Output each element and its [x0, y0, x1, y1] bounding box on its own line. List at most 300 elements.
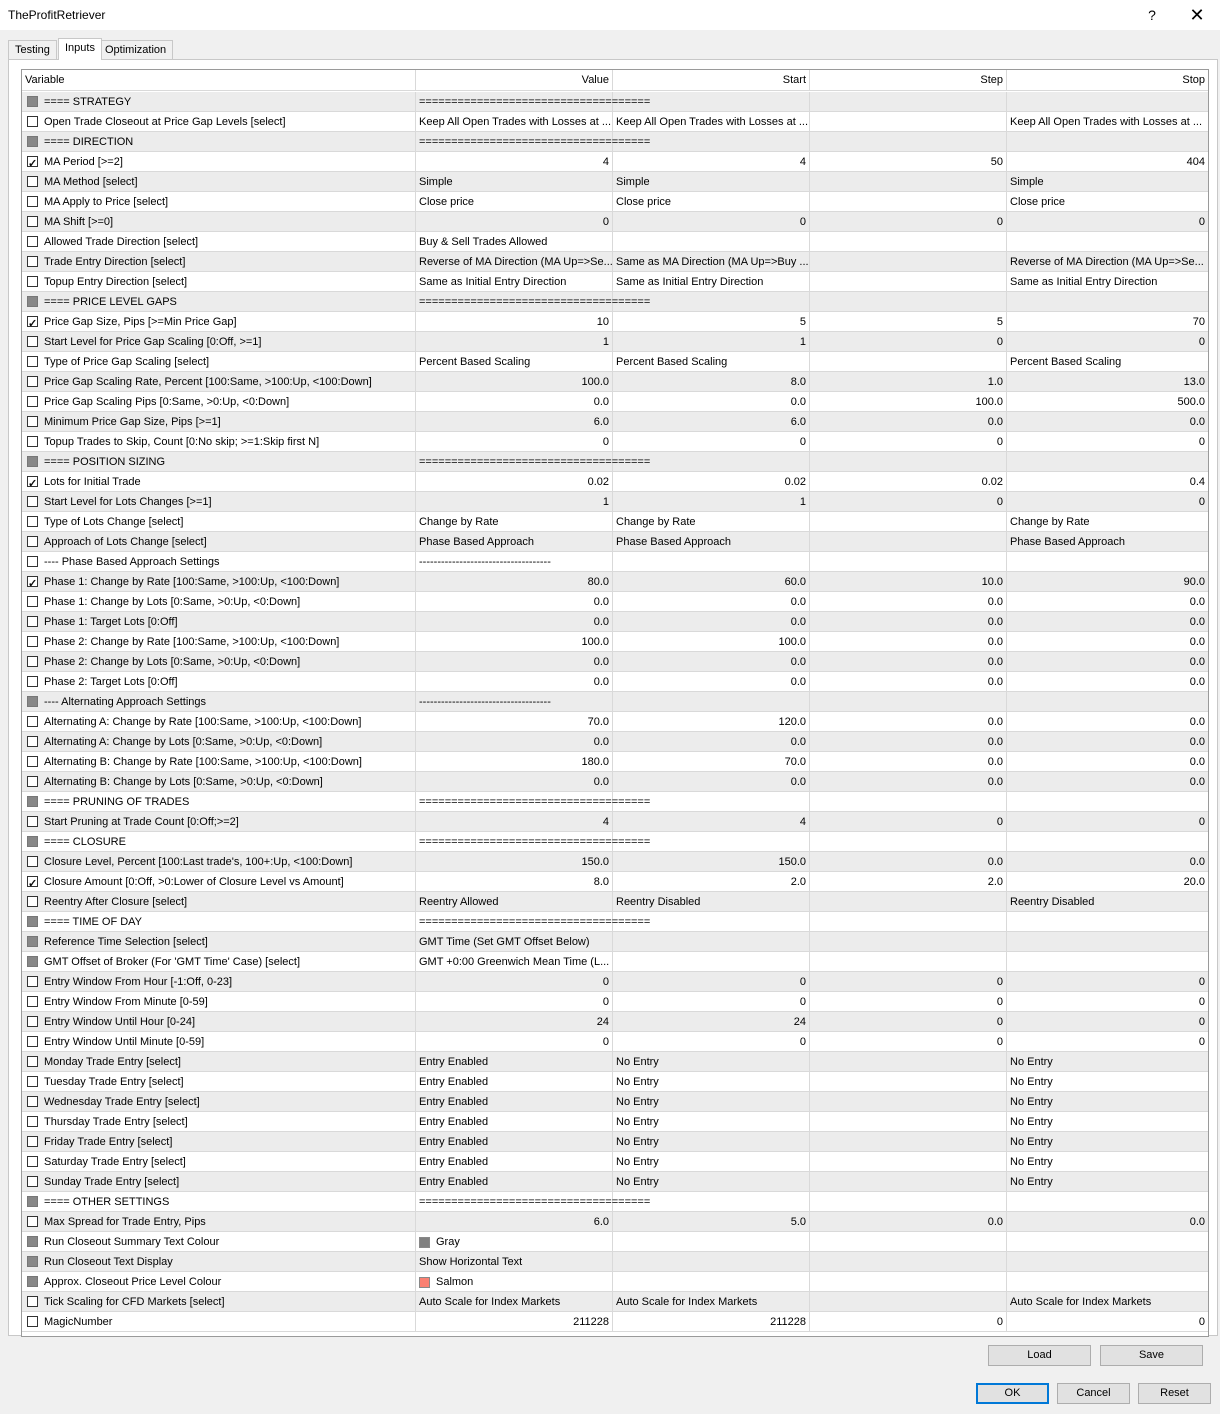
- start-cell[interactable]: [613, 232, 810, 252]
- step-cell[interactable]: [810, 892, 1007, 912]
- stop-cell[interactable]: Simple: [1007, 172, 1208, 192]
- start-cell[interactable]: 4: [613, 152, 810, 172]
- start-cell[interactable]: 0.0: [613, 612, 810, 632]
- value-cell[interactable]: Entry Enabled: [416, 1132, 613, 1152]
- start-cell[interactable]: 0: [613, 432, 810, 452]
- start-cell[interactable]: [613, 452, 810, 472]
- value-cell[interactable]: [416, 1272, 613, 1292]
- start-cell[interactable]: [613, 1192, 810, 1212]
- tab-testing[interactable]: Testing: [8, 40, 57, 59]
- step-cell[interactable]: [810, 252, 1007, 272]
- stop-cell[interactable]: 0: [1007, 1312, 1208, 1332]
- header-value[interactable]: Value: [416, 70, 613, 90]
- start-cell[interactable]: 0: [613, 992, 810, 1012]
- optimize-checkbox[interactable]: [27, 536, 38, 547]
- stop-cell[interactable]: [1007, 1232, 1208, 1252]
- value-cell[interactable]: Entry Enabled: [416, 1072, 613, 1092]
- stop-cell[interactable]: [1007, 1252, 1208, 1272]
- value-cell[interactable]: Entry Enabled: [416, 1152, 613, 1172]
- optimize-checkbox[interactable]: [27, 1216, 38, 1227]
- start-cell[interactable]: 4: [613, 812, 810, 832]
- start-cell[interactable]: [613, 912, 810, 932]
- start-cell[interactable]: No Entry: [613, 1112, 810, 1132]
- step-cell[interactable]: 0: [810, 492, 1007, 512]
- step-cell[interactable]: [810, 92, 1007, 112]
- table-row[interactable]: [22, 152, 1208, 172]
- save-button[interactable]: Save: [1100, 1345, 1203, 1366]
- stop-cell[interactable]: [1007, 132, 1208, 152]
- table-row[interactable]: [22, 212, 1208, 232]
- start-cell[interactable]: [613, 292, 810, 312]
- step-cell[interactable]: [810, 1092, 1007, 1112]
- table-row[interactable]: [22, 612, 1208, 632]
- step-cell[interactable]: [810, 1172, 1007, 1192]
- table-row[interactable]: [22, 1032, 1208, 1052]
- stop-cell[interactable]: [1007, 832, 1208, 852]
- start-cell[interactable]: 24: [613, 1012, 810, 1032]
- value-cell[interactable]: 24: [416, 1012, 613, 1032]
- table-row[interactable]: [22, 672, 1208, 692]
- stop-cell[interactable]: [1007, 692, 1208, 712]
- value-cell[interactable]: 0: [416, 972, 613, 992]
- optimize-checkbox[interactable]: [27, 1296, 38, 1307]
- value-cell[interactable]: 1: [416, 492, 613, 512]
- stop-cell[interactable]: No Entry: [1007, 1172, 1208, 1192]
- value-cell[interactable]: ====================================: [416, 292, 613, 312]
- start-cell[interactable]: Close price: [613, 192, 810, 212]
- stop-cell[interactable]: 0: [1007, 812, 1208, 832]
- step-cell[interactable]: 1.0: [810, 372, 1007, 392]
- start-cell[interactable]: [613, 92, 810, 112]
- step-cell[interactable]: 0: [810, 212, 1007, 232]
- stop-cell[interactable]: [1007, 292, 1208, 312]
- stop-cell[interactable]: 0.0: [1007, 752, 1208, 772]
- optimize-checkbox[interactable]: [27, 516, 38, 527]
- start-cell[interactable]: 8.0: [613, 372, 810, 392]
- value-cell[interactable]: 0.0: [416, 612, 613, 632]
- step-cell[interactable]: [810, 272, 1007, 292]
- table-row[interactable]: [22, 752, 1208, 772]
- stop-cell[interactable]: 0.0: [1007, 732, 1208, 752]
- optimize-checkbox[interactable]: [27, 736, 38, 747]
- table-row[interactable]: [22, 192, 1208, 212]
- value-cell[interactable]: 0: [416, 212, 613, 232]
- step-cell[interactable]: [810, 292, 1007, 312]
- optimize-checkbox[interactable]: [27, 556, 38, 567]
- optimize-checkbox[interactable]: [27, 1316, 38, 1327]
- table-row[interactable]: [22, 1272, 1208, 1292]
- start-cell[interactable]: 5.0: [613, 1212, 810, 1232]
- optimize-checkbox[interactable]: [27, 996, 38, 1007]
- table-row[interactable]: [22, 1192, 1208, 1212]
- value-cell[interactable]: 0.0: [416, 392, 613, 412]
- optimize-checkbox[interactable]: [27, 576, 38, 587]
- stop-cell[interactable]: Same as Initial Entry Direction: [1007, 272, 1208, 292]
- table-row[interactable]: [22, 1212, 1208, 1232]
- table-row[interactable]: [22, 592, 1208, 612]
- table-row[interactable]: [22, 812, 1208, 832]
- value-cell[interactable]: 0.0: [416, 732, 613, 752]
- optimize-checkbox[interactable]: [27, 256, 38, 267]
- stop-cell[interactable]: Phase Based Approach: [1007, 532, 1208, 552]
- start-cell[interactable]: [613, 832, 810, 852]
- load-button[interactable]: Load: [988, 1345, 1091, 1366]
- value-cell[interactable]: 100.0: [416, 632, 613, 652]
- table-row[interactable]: [22, 552, 1208, 572]
- stop-cell[interactable]: 0.0: [1007, 612, 1208, 632]
- step-cell[interactable]: [810, 1052, 1007, 1072]
- step-cell[interactable]: 0.0: [810, 632, 1007, 652]
- stop-cell[interactable]: 0.0: [1007, 672, 1208, 692]
- step-cell[interactable]: [810, 1252, 1007, 1272]
- optimize-checkbox[interactable]: [27, 816, 38, 827]
- step-cell[interactable]: [810, 1112, 1007, 1132]
- value-cell[interactable]: ====================================: [416, 132, 613, 152]
- start-cell[interactable]: Percent Based Scaling: [613, 352, 810, 372]
- optimize-checkbox[interactable]: [27, 476, 38, 487]
- table-row[interactable]: [22, 532, 1208, 552]
- start-cell[interactable]: Auto Scale for Index Markets: [613, 1292, 810, 1312]
- stop-cell[interactable]: [1007, 912, 1208, 932]
- step-cell[interactable]: 10.0: [810, 572, 1007, 592]
- optimize-checkbox[interactable]: [27, 656, 38, 667]
- value-cell[interactable]: Entry Enabled: [416, 1112, 613, 1132]
- value-cell[interactable]: GMT +0:00 Greenwich Mean Time (L...: [416, 952, 613, 972]
- ok-button[interactable]: OK: [976, 1383, 1049, 1404]
- stop-cell[interactable]: 90.0: [1007, 572, 1208, 592]
- start-cell[interactable]: No Entry: [613, 1072, 810, 1092]
- stop-cell[interactable]: [1007, 1192, 1208, 1212]
- step-cell[interactable]: 0.0: [810, 752, 1007, 772]
- header-variable[interactable]: Variable: [22, 70, 416, 90]
- step-cell[interactable]: [810, 1272, 1007, 1292]
- optimize-checkbox[interactable]: [27, 336, 38, 347]
- table-row[interactable]: [22, 232, 1208, 252]
- table-row[interactable]: [22, 112, 1208, 132]
- table-row[interactable]: [22, 992, 1208, 1012]
- optimize-checkbox[interactable]: [27, 876, 38, 887]
- value-cell[interactable]: 100.0: [416, 372, 613, 392]
- value-cell[interactable]: Same as Initial Entry Direction: [416, 272, 613, 292]
- step-cell[interactable]: 0: [810, 992, 1007, 1012]
- value-cell[interactable]: Phase Based Approach: [416, 532, 613, 552]
- step-cell[interactable]: 0: [810, 1312, 1007, 1332]
- table-row[interactable]: [22, 172, 1208, 192]
- table-row[interactable]: [22, 892, 1208, 912]
- start-cell[interactable]: 120.0: [613, 712, 810, 732]
- stop-cell[interactable]: 70: [1007, 312, 1208, 332]
- step-cell[interactable]: [810, 132, 1007, 152]
- step-cell[interactable]: [810, 932, 1007, 952]
- start-cell[interactable]: [613, 1272, 810, 1292]
- table-row[interactable]: [22, 432, 1208, 452]
- optimize-checkbox[interactable]: [27, 1096, 38, 1107]
- step-cell[interactable]: [810, 1232, 1007, 1252]
- start-cell[interactable]: No Entry: [613, 1132, 810, 1152]
- step-cell[interactable]: [810, 512, 1007, 532]
- optimize-checkbox[interactable]: [27, 616, 38, 627]
- stop-cell[interactable]: 20.0: [1007, 872, 1208, 892]
- value-cell[interactable]: 8.0: [416, 872, 613, 892]
- start-cell[interactable]: 211228: [613, 1312, 810, 1332]
- table-row[interactable]: [22, 332, 1208, 352]
- step-cell[interactable]: 0.0: [810, 1212, 1007, 1232]
- start-cell[interactable]: No Entry: [613, 1052, 810, 1072]
- stop-cell[interactable]: No Entry: [1007, 1112, 1208, 1132]
- step-cell[interactable]: [810, 1152, 1007, 1172]
- table-row[interactable]: [22, 372, 1208, 392]
- stop-cell[interactable]: 0.0: [1007, 1212, 1208, 1232]
- optimize-checkbox[interactable]: [27, 156, 38, 167]
- stop-cell[interactable]: 0.4: [1007, 472, 1208, 492]
- stop-cell[interactable]: Change by Rate: [1007, 512, 1208, 532]
- table-row[interactable]: [22, 1292, 1208, 1312]
- value-cell[interactable]: ====================================: [416, 792, 613, 812]
- stop-cell[interactable]: Auto Scale for Index Markets: [1007, 1292, 1208, 1312]
- value-cell[interactable]: ------------------------------------: [416, 692, 613, 712]
- start-cell[interactable]: Reentry Disabled: [613, 892, 810, 912]
- table-row[interactable]: [22, 472, 1208, 492]
- value-cell[interactable]: 10: [416, 312, 613, 332]
- optimize-checkbox[interactable]: [27, 1136, 38, 1147]
- table-row[interactable]: [22, 1152, 1208, 1172]
- table-row[interactable]: [22, 932, 1208, 952]
- step-cell[interactable]: [810, 1292, 1007, 1312]
- start-cell[interactable]: 0.0: [613, 392, 810, 412]
- start-cell[interactable]: Keep All Open Trades with Losses at ...: [613, 112, 810, 132]
- step-cell[interactable]: [810, 532, 1007, 552]
- value-cell[interactable]: 0: [416, 992, 613, 1012]
- step-cell[interactable]: 0.0: [810, 652, 1007, 672]
- optimize-checkbox[interactable]: [27, 1076, 38, 1087]
- table-row[interactable]: [22, 712, 1208, 732]
- step-cell[interactable]: [810, 232, 1007, 252]
- start-cell[interactable]: Simple: [613, 172, 810, 192]
- stop-cell[interactable]: 0: [1007, 432, 1208, 452]
- stop-cell[interactable]: 13.0: [1007, 372, 1208, 392]
- table-row[interactable]: [22, 1112, 1208, 1132]
- value-cell[interactable]: Change by Rate: [416, 512, 613, 532]
- stop-cell[interactable]: [1007, 1272, 1208, 1292]
- table-row[interactable]: [22, 92, 1208, 112]
- value-cell[interactable]: ====================================: [416, 832, 613, 852]
- optimize-checkbox[interactable]: [27, 376, 38, 387]
- optimize-checkbox[interactable]: [27, 356, 38, 367]
- inputs-grid[interactable]: [21, 69, 1209, 1337]
- stop-cell[interactable]: [1007, 232, 1208, 252]
- optimize-checkbox[interactable]: [27, 496, 38, 507]
- step-cell[interactable]: [810, 912, 1007, 932]
- step-cell[interactable]: 0.0: [810, 712, 1007, 732]
- value-cell[interactable]: Entry Enabled: [416, 1172, 613, 1192]
- table-row[interactable]: [22, 252, 1208, 272]
- start-cell[interactable]: [613, 952, 810, 972]
- stop-cell[interactable]: No Entry: [1007, 1152, 1208, 1172]
- cancel-button[interactable]: Cancel: [1057, 1383, 1130, 1404]
- start-cell[interactable]: No Entry: [613, 1152, 810, 1172]
- stop-cell[interactable]: [1007, 92, 1208, 112]
- value-cell[interactable]: 70.0: [416, 712, 613, 732]
- start-cell[interactable]: 100.0: [613, 632, 810, 652]
- value-cell[interactable]: 4: [416, 152, 613, 172]
- start-cell[interactable]: 6.0: [613, 412, 810, 432]
- stop-cell[interactable]: 0: [1007, 1032, 1208, 1052]
- start-cell[interactable]: 5: [613, 312, 810, 332]
- value-cell[interactable]: Entry Enabled: [416, 1092, 613, 1112]
- optimize-checkbox[interactable]: [27, 276, 38, 287]
- start-cell[interactable]: 0.0: [613, 652, 810, 672]
- step-cell[interactable]: 0.02: [810, 472, 1007, 492]
- start-cell[interactable]: 70.0: [613, 752, 810, 772]
- value-cell[interactable]: ------------------------------------: [416, 552, 613, 572]
- step-cell[interactable]: 0: [810, 332, 1007, 352]
- step-cell[interactable]: 0.0: [810, 852, 1007, 872]
- optimize-checkbox[interactable]: [27, 196, 38, 207]
- stop-cell[interactable]: No Entry: [1007, 1092, 1208, 1112]
- value-cell[interactable]: Auto Scale for Index Markets: [416, 1292, 613, 1312]
- optimize-checkbox[interactable]: [27, 176, 38, 187]
- start-cell[interactable]: No Entry: [613, 1172, 810, 1192]
- start-cell[interactable]: 0: [613, 212, 810, 232]
- stop-cell[interactable]: 0: [1007, 332, 1208, 352]
- stop-cell[interactable]: 0: [1007, 992, 1208, 1012]
- value-cell[interactable]: 0.0: [416, 672, 613, 692]
- step-cell[interactable]: 0.0: [810, 772, 1007, 792]
- optimize-checkbox[interactable]: [27, 1156, 38, 1167]
- stop-cell[interactable]: 0.0: [1007, 592, 1208, 612]
- value-cell[interactable]: 150.0: [416, 852, 613, 872]
- start-cell[interactable]: [613, 1232, 810, 1252]
- value-cell[interactable]: [416, 1232, 613, 1252]
- stop-cell[interactable]: 0: [1007, 1012, 1208, 1032]
- step-cell[interactable]: [810, 1072, 1007, 1092]
- start-cell[interactable]: [613, 692, 810, 712]
- optimize-checkbox[interactable]: [27, 976, 38, 987]
- table-row[interactable]: [22, 292, 1208, 312]
- start-cell[interactable]: 1: [613, 492, 810, 512]
- optimize-checkbox[interactable]: [27, 756, 38, 767]
- table-row[interactable]: [22, 912, 1208, 932]
- table-row[interactable]: [22, 1252, 1208, 1272]
- optimize-checkbox[interactable]: [27, 716, 38, 727]
- table-row[interactable]: [22, 132, 1208, 152]
- stop-cell[interactable]: Percent Based Scaling: [1007, 352, 1208, 372]
- start-cell[interactable]: Change by Rate: [613, 512, 810, 532]
- step-cell[interactable]: 0: [810, 1012, 1007, 1032]
- start-cell[interactable]: Same as Initial Entry Direction: [613, 272, 810, 292]
- optimize-checkbox[interactable]: [27, 1056, 38, 1067]
- optimize-checkbox[interactable]: [27, 236, 38, 247]
- table-row[interactable]: [22, 952, 1208, 972]
- table-row[interactable]: [22, 352, 1208, 372]
- step-cell[interactable]: 0: [810, 972, 1007, 992]
- value-cell[interactable]: Close price: [416, 192, 613, 212]
- help-button[interactable]: ?: [1148, 7, 1156, 23]
- step-cell[interactable]: 0.0: [810, 592, 1007, 612]
- step-cell[interactable]: [810, 692, 1007, 712]
- value-cell[interactable]: 0: [416, 432, 613, 452]
- value-cell[interactable]: ====================================: [416, 912, 613, 932]
- optimize-checkbox[interactable]: [27, 116, 38, 127]
- table-row[interactable]: [22, 832, 1208, 852]
- table-row[interactable]: [22, 1052, 1208, 1072]
- table-row[interactable]: [22, 1132, 1208, 1152]
- value-cell[interactable]: 211228: [416, 1312, 613, 1332]
- step-cell[interactable]: 0.0: [810, 412, 1007, 432]
- optimize-checkbox[interactable]: [27, 416, 38, 427]
- step-cell[interactable]: [810, 1132, 1007, 1152]
- value-cell[interactable]: Keep All Open Trades with Losses at ...: [416, 112, 613, 132]
- step-cell[interactable]: 0.0: [810, 612, 1007, 632]
- stop-cell[interactable]: 0.0: [1007, 772, 1208, 792]
- stop-cell[interactable]: 0.0: [1007, 712, 1208, 732]
- stop-cell[interactable]: No Entry: [1007, 1072, 1208, 1092]
- optimize-checkbox[interactable]: [27, 1036, 38, 1047]
- start-cell[interactable]: 0.0: [613, 592, 810, 612]
- step-cell[interactable]: [810, 832, 1007, 852]
- start-cell[interactable]: 0.0: [613, 672, 810, 692]
- stop-cell[interactable]: 0: [1007, 212, 1208, 232]
- start-cell[interactable]: 0.0: [613, 772, 810, 792]
- table-row[interactable]: [22, 632, 1208, 652]
- step-cell[interactable]: [810, 172, 1007, 192]
- step-cell[interactable]: 0: [810, 1032, 1007, 1052]
- step-cell[interactable]: [810, 452, 1007, 472]
- optimize-checkbox[interactable]: [27, 1176, 38, 1187]
- value-cell[interactable]: Simple: [416, 172, 613, 192]
- step-cell[interactable]: 0.0: [810, 732, 1007, 752]
- value-cell[interactable]: Show Horizontal Text: [416, 1252, 613, 1272]
- stop-cell[interactable]: Keep All Open Trades with Losses at ...: [1007, 112, 1208, 132]
- table-row[interactable]: [22, 1312, 1208, 1332]
- value-cell[interactable]: ====================================: [416, 452, 613, 472]
- step-cell[interactable]: [810, 192, 1007, 212]
- optimize-checkbox[interactable]: [27, 776, 38, 787]
- optimize-checkbox[interactable]: [27, 856, 38, 867]
- start-cell[interactable]: Phase Based Approach: [613, 532, 810, 552]
- table-row[interactable]: [22, 492, 1208, 512]
- start-cell[interactable]: 2.0: [613, 872, 810, 892]
- start-cell[interactable]: 1: [613, 332, 810, 352]
- optimize-checkbox[interactable]: [27, 676, 38, 687]
- table-row[interactable]: [22, 572, 1208, 592]
- start-cell[interactable]: 0.0: [613, 732, 810, 752]
- optimize-checkbox[interactable]: [27, 216, 38, 227]
- stop-cell[interactable]: No Entry: [1007, 1052, 1208, 1072]
- value-cell[interactable]: Percent Based Scaling: [416, 352, 613, 372]
- step-cell[interactable]: 0: [810, 432, 1007, 452]
- table-row[interactable]: [22, 1012, 1208, 1032]
- value-cell[interactable]: Entry Enabled: [416, 1052, 613, 1072]
- value-cell[interactable]: 4: [416, 812, 613, 832]
- start-cell[interactable]: [613, 792, 810, 812]
- start-cell[interactable]: 60.0: [613, 572, 810, 592]
- stop-cell[interactable]: 0: [1007, 972, 1208, 992]
- optimize-checkbox[interactable]: [27, 436, 38, 447]
- value-cell[interactable]: 6.0: [416, 412, 613, 432]
- value-cell[interactable]: 180.0: [416, 752, 613, 772]
- value-cell[interactable]: 0.0: [416, 652, 613, 672]
- start-cell[interactable]: 0: [613, 972, 810, 992]
- table-row[interactable]: [22, 972, 1208, 992]
- value-cell[interactable]: 80.0: [416, 572, 613, 592]
- table-row[interactable]: [22, 872, 1208, 892]
- table-row[interactable]: [22, 792, 1208, 812]
- value-cell[interactable]: Reverse of MA Direction (MA Up=>Se...: [416, 252, 613, 272]
- stop-cell[interactable]: 404: [1007, 152, 1208, 172]
- header-start[interactable]: Start: [613, 70, 810, 90]
- table-row[interactable]: [22, 452, 1208, 472]
